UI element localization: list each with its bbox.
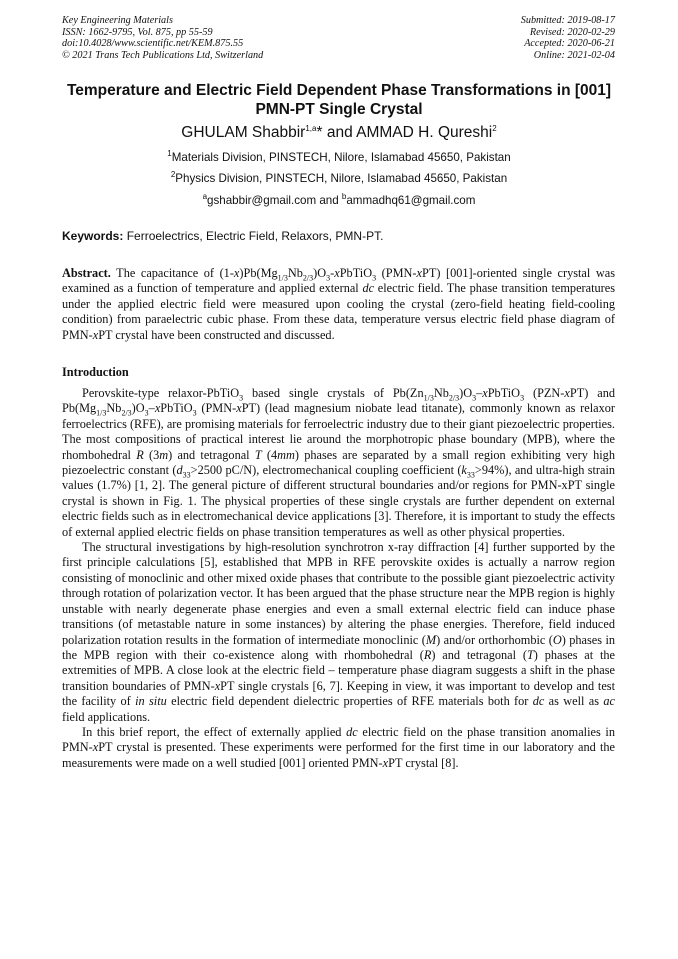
para-text: PT single crystals [6, 7]. Keeping in view, it was important to develop and test the facility of — [62, 678, 616, 709]
abstract-text: dc — [362, 281, 375, 296]
doi-line: doi:10.4028/www.scientific.net/KEM.875.55 — [62, 38, 244, 50]
para-text: dc — [346, 724, 358, 739]
para-text: x — [382, 755, 389, 770]
paragraph-3 — [62, 725, 615, 771]
abstract-text: )Pb(Mg — [239, 266, 278, 280]
para-text: based single crystals of Pb(Zn — [243, 386, 424, 400]
abstract-text: x — [334, 266, 340, 280]
affiliation-1-text: Materials Division, PINSTECH, Nilore, Islamabad 45650, Pakistan — [171, 151, 511, 164]
para-text: x — [92, 740, 99, 755]
para-text: ) and tetragonal — [168, 447, 255, 462]
paper-title: Temperature and Electric Field Dependent Phase Transformations in [001] PMN-PT Single Crystal — [66, 82, 612, 118]
affiliation-2 — [62, 172, 616, 185]
para-text: (PZN- — [524, 386, 565, 400]
para-text: PT) (lead magnesium niobate lead titanate), commonly known as relaxor ferroelectrics (RFE), are promising materials for ferroelectric industry due to their giant piezoelectric properties. The most compositions of practical interest lie around the morphotropic phase boundary (MPB), where the rhombohedral — [62, 401, 615, 462]
para-text: >94%), and ultra-high strain values (1.7%) [1, 2]. The general picture of different structural boundaries and/or regions for PMN-xPT single crystal is shown in Fig. 1. The physical properties of these single crystals are further dependent on external electric fields such as in electromechanical device applications [3]. Therefore, it is important to study the effects of external applied electric fields on phase transition temperatures as well as other physical properties. — [62, 463, 616, 539]
para-text: T — [254, 447, 262, 462]
abstract-text: electric field. The phase transition temperatures under the applied electric field were measured upon cooling the crystal (zero-field heating field-cooling condition) from paraelectric cubic phase. From these data, temperature versus electric field phase diagram of PMN- — [62, 281, 615, 342]
author-line — [62, 124, 616, 142]
issn-line: ISSN: 1662-9795, Vol. 875, pp 55-59 — [62, 26, 213, 38]
para-text: 2/3 — [448, 393, 460, 403]
introduction-body — [62, 386, 615, 771]
para-text: >2500 pC/N), electromechanical coupling coefficient ( — [190, 463, 462, 478]
para-text: PT) and Pb(Mg — [62, 386, 615, 416]
para-text: electric field dependent dielectric properties of RFE materials both for — [166, 694, 533, 709]
revised-date: Revised: 2020-02-29 — [529, 26, 615, 38]
submitted-date: Submitted: 2019-08-17 — [520, 15, 615, 26]
email-a-link[interactable]: gshabbir@gmail.com — [207, 194, 317, 207]
para-text: as well as — [544, 694, 604, 709]
para-text: )O — [459, 386, 473, 400]
para-text: R — [423, 647, 432, 662]
para-text: ac — [603, 694, 615, 709]
author-2-sup: 2 — [492, 123, 497, 133]
para-text: Nb — [433, 386, 449, 400]
para-text: 3 — [520, 393, 525, 403]
email-line — [62, 194, 616, 207]
abstract-text: )O — [313, 266, 327, 280]
corresponding-star: * — [316, 124, 323, 141]
copyright-line: © 2021 Trans Tech Publications Ltd, Switzerland — [62, 49, 264, 61]
para-text: x — [214, 678, 221, 693]
affiliation-1-sup: 1 — [167, 149, 172, 159]
para-text: dc — [532, 694, 545, 709]
affiliation-1 — [62, 151, 616, 164]
dates-header — [521, 15, 615, 61]
para-text: T — [526, 647, 534, 662]
para-text: x — [482, 386, 488, 400]
abstract-text: 3 — [372, 273, 377, 283]
author-1: GHULAM Shabbir — [181, 124, 306, 141]
author-1-sup: 1,a — [305, 123, 317, 133]
para-text: PbTiO — [487, 386, 521, 400]
para-text: m — [159, 447, 169, 462]
para-text: (PMN- — [196, 401, 237, 416]
email-a-sup: a — [202, 192, 208, 202]
online-date: Online: 2021-02-04 — [533, 49, 615, 61]
para-text: 3 — [239, 393, 244, 403]
para-text: electric field on the phase transition anomalies in PMN- — [62, 724, 615, 755]
abstract-text: 1/3 — [277, 273, 288, 283]
abstract-text: (PMN- — [376, 266, 417, 280]
para-text: field applications. — [62, 709, 151, 724]
abstract-text: PT) [001]-oriented single crystal was examined as a function of temperature and applied external — [62, 266, 615, 296]
para-text: 33 — [466, 470, 475, 480]
abstract-text: The capacitance of (1- — [110, 266, 234, 280]
para-text: PT crystal is presented. These experiments were performed for the first time in our laboratory and the measurements were made on a well studied [001] oriented PMN- — [62, 740, 615, 770]
para-text: ) and tetragonal ( — [431, 647, 527, 662]
para-text: k — [461, 463, 467, 478]
para-text: x — [154, 401, 161, 416]
para-text: ) phases at the extremities of MPB. A close look at the electric field – temperature phase diagram suggests a shift in the phase transition boundaries of PMN- — [62, 647, 616, 693]
para-text: Perovskite-type relaxor-PbTiO — [82, 386, 240, 400]
email-b-sup: b — [341, 192, 347, 202]
journal-name: Key Engineering Materials — [62, 15, 173, 26]
abstract-text: x — [233, 266, 240, 280]
para-text: 3 — [144, 408, 149, 418]
accepted-date: Accepted: 2020-06-21 — [524, 38, 615, 50]
abstract-text: x — [416, 266, 422, 280]
abstract-text: - — [330, 266, 335, 280]
para-text: 3 — [472, 393, 477, 403]
keywords — [62, 229, 383, 243]
abstract-text: PT crystal have been constructed and discussed. — [98, 327, 335, 342]
para-text: x — [564, 386, 570, 400]
para-text: R — [136, 447, 144, 462]
para-text: (3 — [143, 447, 160, 462]
para-text: 1/3 — [423, 393, 434, 403]
para-text: (4 — [261, 447, 278, 462]
para-text: 33 — [182, 470, 191, 480]
para-text: The structural investigations by high-resolution synchrotron x-ray diffraction [4] further supported by the first principle calculations [5], established that MPB in RFE perovskite oxides is actually a narrow region consisting of monoclinic and other mixed oxide phases that contribute to the possible giant piezoelectric activity through rotation of polarization vector. It has been argued that the phase structure near the MPB region is highly unstable with nearly degenerate phase energies and even a small external electric field can induce phase transitions (of metastable nature in some instances) by altering the phase energies. Therefore, field induced polarization rotation results in the formation of intermediate monoclinic ( — [62, 540, 615, 647]
paragraph-2 — [62, 540, 615, 725]
para-text: 3 — [192, 408, 197, 418]
abstract — [62, 266, 615, 343]
abstract-text: PbTiO — [339, 266, 373, 280]
author-and: and — [322, 124, 357, 141]
para-text: mm — [277, 447, 295, 462]
abstract-text: 2/3 — [302, 273, 314, 283]
email-b-link[interactable]: ammadhq61@gmail.com — [346, 194, 476, 207]
para-text: In this brief report, the effect of externally applied — [82, 724, 347, 739]
para-text: 2/3 — [121, 408, 132, 418]
affiliation-2-text: Physics Division, PINSTECH, Nilore, Islamabad 45650, Pakistan — [175, 172, 508, 185]
para-text: ) phases are separated by a small region exhibiting very high piezoelectric constant ( — [62, 447, 615, 478]
para-text: Nb — [106, 401, 122, 416]
section-heading-introduction: Introduction — [62, 365, 129, 379]
para-text: )O — [131, 401, 145, 416]
paragraph-1 — [62, 386, 615, 540]
para-text: – — [148, 401, 155, 416]
para-text: M — [425, 632, 437, 647]
para-text: – — [476, 386, 483, 400]
para-text: ) and/or orthorhombic ( — [436, 632, 553, 647]
para-text: ) phases in the MPB region with their co-existence along with rhombohedral ( — [62, 632, 616, 662]
para-text: 1/3 — [96, 408, 107, 418]
para-text: O — [552, 632, 562, 647]
para-text: x — [236, 401, 242, 416]
journal-header — [62, 15, 263, 61]
keywords-label: Keywords: — [62, 229, 124, 243]
email-and: and — [316, 194, 342, 207]
para-text: in situ — [135, 694, 167, 709]
para-text: PT crystal [8]. — [388, 755, 459, 770]
abstract-text: 3 — [326, 273, 331, 283]
abstract-text: x — [92, 327, 99, 342]
affiliation-2-sup: 2 — [170, 170, 176, 180]
keywords-text: Ferroelectrics, Electric Field, Relaxors, PMN-PT. — [123, 229, 384, 243]
para-text: d — [176, 463, 183, 478]
abstract-label: Abstract. — [62, 266, 111, 280]
abstract-text: Nb — [287, 266, 303, 280]
author-2: AMMAD H. Qureshi — [356, 124, 493, 141]
para-text: PbTiO — [160, 401, 193, 416]
